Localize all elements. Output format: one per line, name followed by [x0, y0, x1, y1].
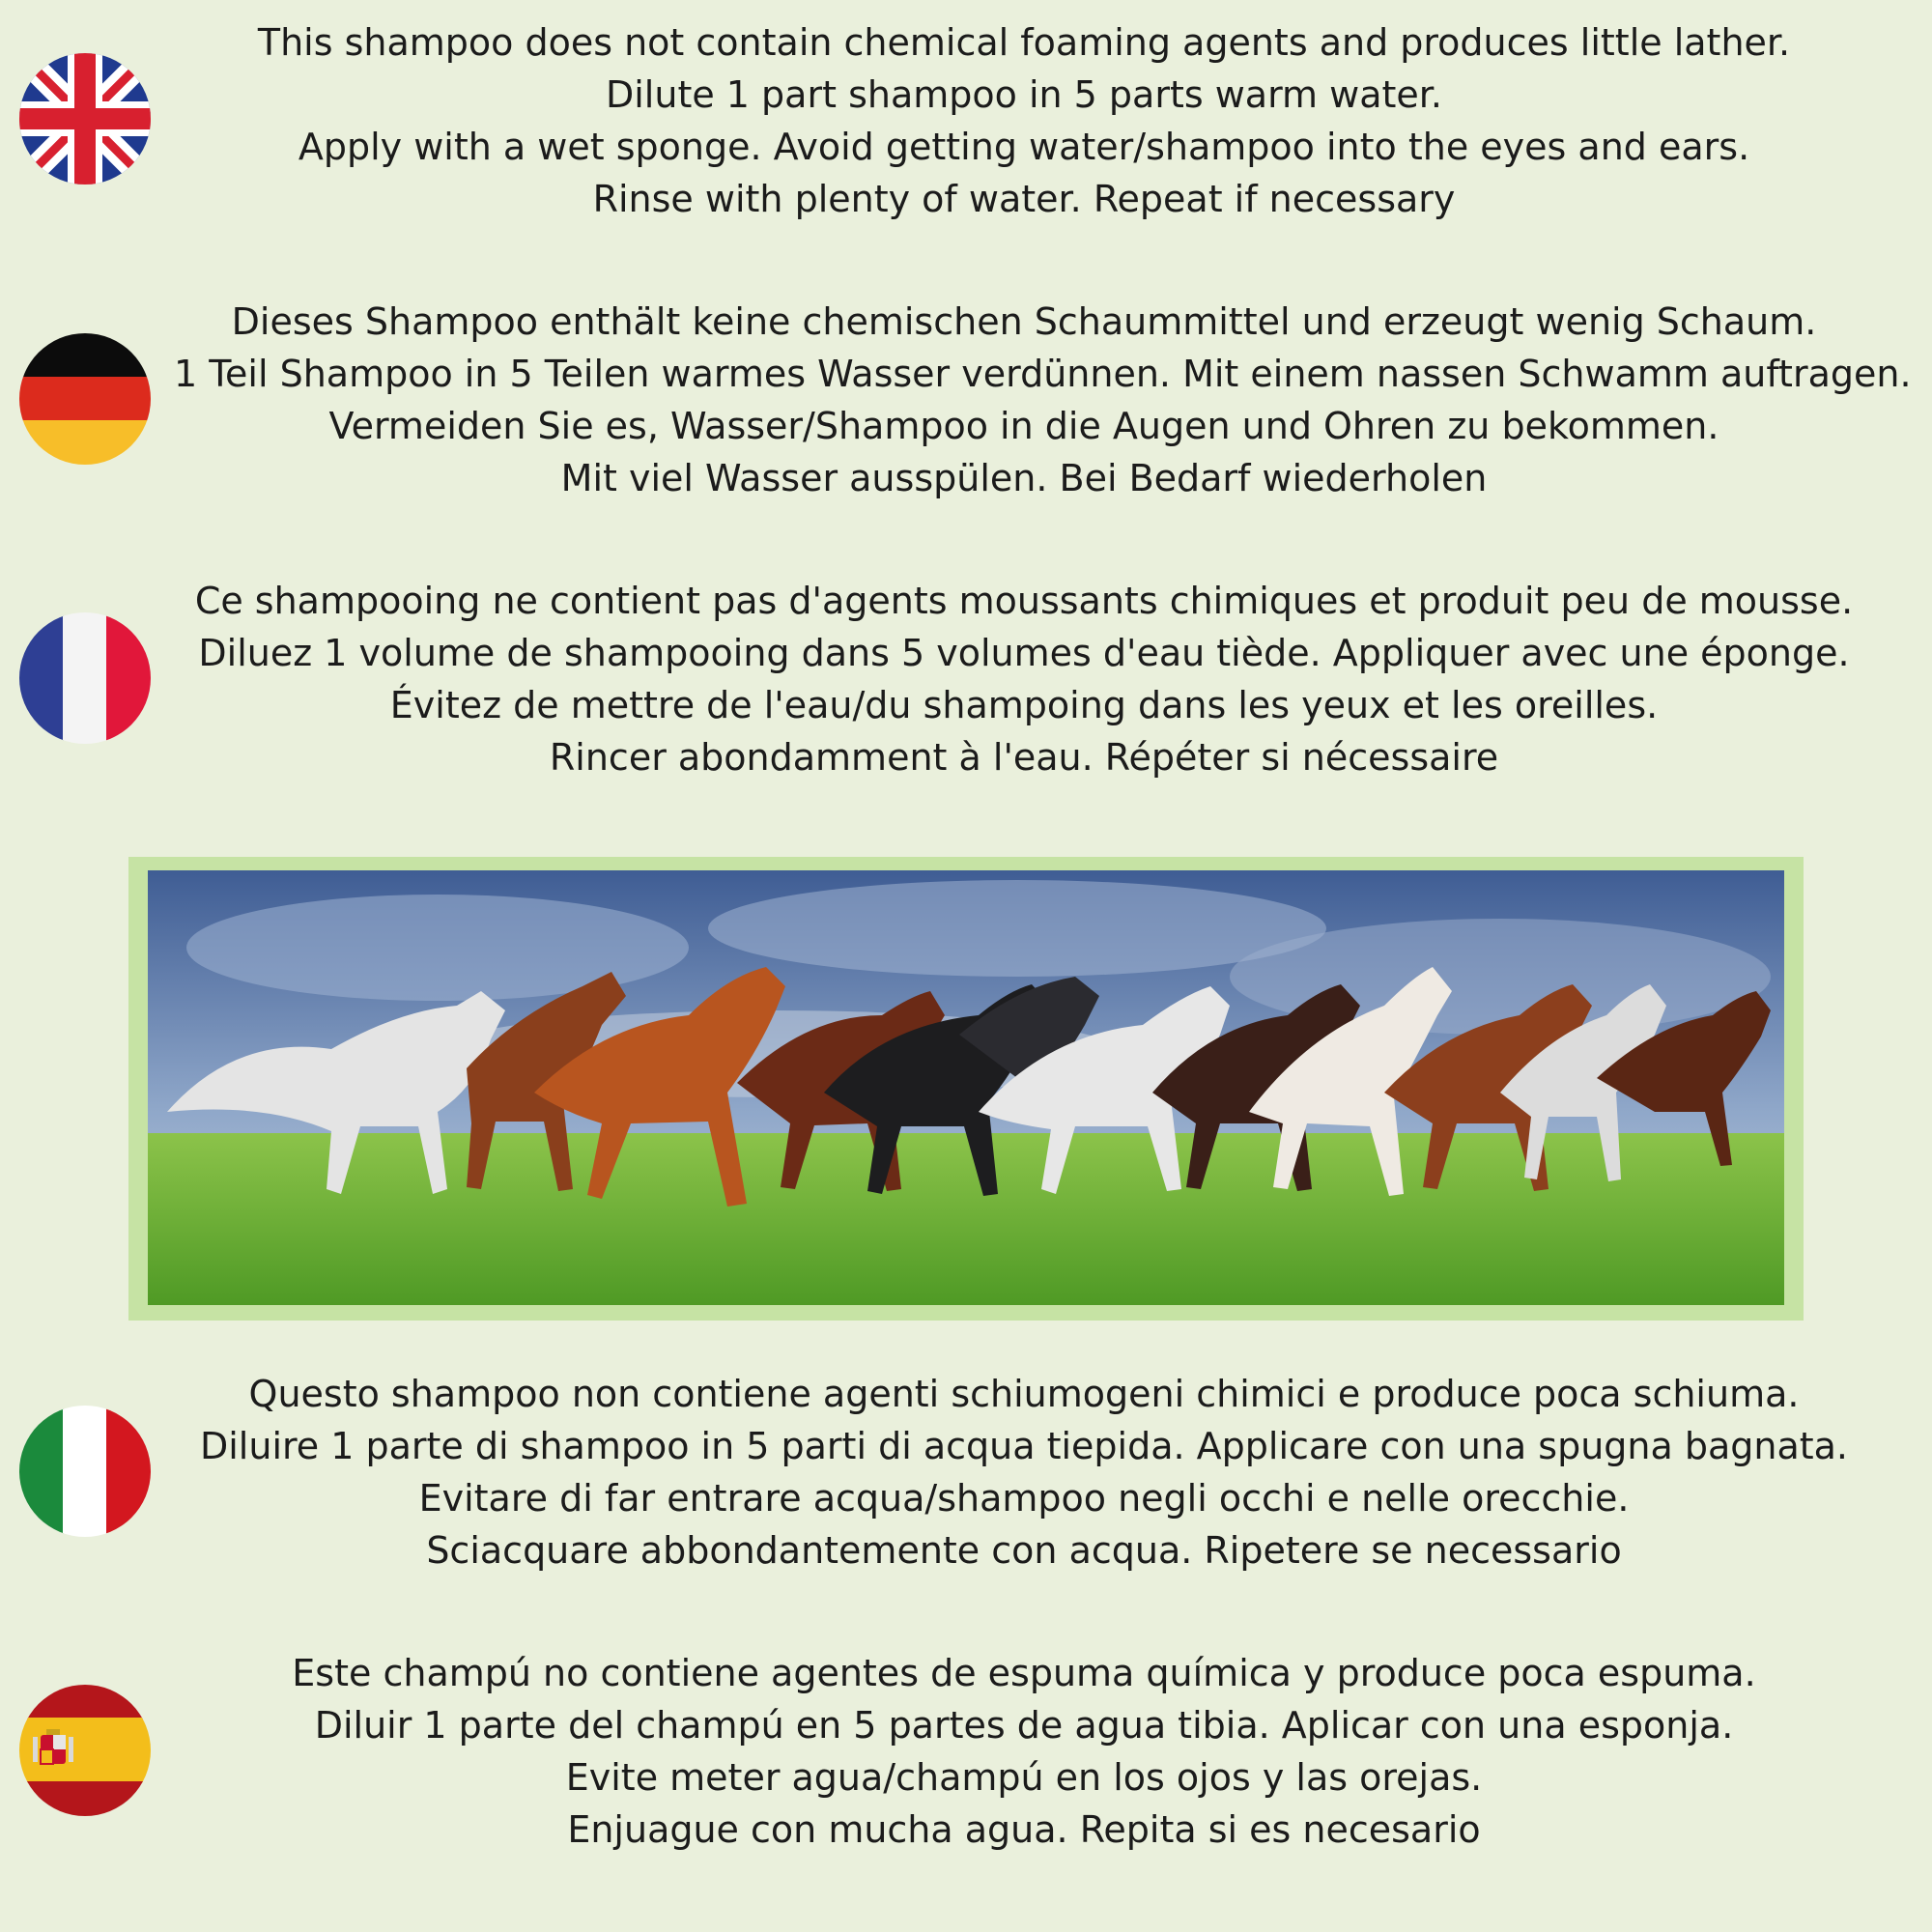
germany-flag-icon [19, 333, 151, 465]
instruction-line: Diluir 1 parte del champú en 5 partes de agua tibia. Aplicar con una esponja. [314, 1704, 1734, 1747]
instruction-line: Mit viel Wasser ausspülen. Bei Bedarf wiederholen [560, 457, 1488, 499]
photo-frame [128, 857, 1804, 1321]
uk-flag-icon [19, 53, 151, 185]
instruction-line: Sciacquare abbondantemente con acqua. Ripetere se necessario [426, 1529, 1622, 1572]
instruction-line: Dilute 1 part shampoo in 5 parts warm water. [605, 73, 1443, 116]
instruction-line: Évitez de mettre de l'eau/du shampoing dans les yeux et les oreilles. [389, 684, 1659, 726]
instruction-line: 1 Teil Shampoo in 5 Teilen warmes Wasser verdünnen. Mit einem nassen Schwamm auftragen. [174, 353, 1912, 395]
instruction-line: Este champú no contiene agentes de espuma química y produce poca espuma. [292, 1652, 1756, 1694]
instruction-line: Evitare di far entrare acqua/shampoo negli occhi e nelle orecchie. [418, 1477, 1630, 1520]
instruction-line: Rincer abondamment à l'eau. Répéter si nécessaire [549, 736, 1499, 779]
italy-flag-icon [19, 1406, 151, 1537]
horses-photo [148, 870, 1784, 1305]
instruction-line: Evite meter agua/champú en los ojos y las orejas. [565, 1756, 1483, 1799]
instruction-line: Questo shampoo non contiene agenti schiumogeni chimici e produce poca schiuma. [248, 1373, 1800, 1415]
instruction-line: Apply with a wet sponge. Avoid getting water/shampoo into the eyes and ears. [298, 126, 1750, 168]
instruction-line: Diluez 1 volume de shampooing dans 5 volumes d'eau tiède. Appliquer avec une éponge. [198, 632, 1850, 674]
instruction-line: Ce shampooing ne contient pas d'agents moussants chimiques et produit peu de mousse. [194, 580, 1854, 622]
instruction-line: Dieses Shampoo enthält keine chemischen Schaummittel und erzeugt wenig Schaum. [231, 300, 1817, 343]
instruction-line: This shampoo does not contain chemical foaming agents and produces little lather. [257, 21, 1791, 64]
instruction-line: Enjuague con mucha agua. Repita si es necesario [567, 1808, 1481, 1851]
instruction-line: Vermeiden Sie es, Wasser/Shampoo in die Augen und Ohren zu bekommen. [328, 405, 1719, 447]
france-flag-icon [19, 612, 151, 744]
spain-flag-icon [19, 1685, 151, 1816]
instruction-line: Diluire 1 parte di shampoo in 5 parti di acqua tiepida. Applicare con una spugna bagnata. [199, 1425, 1849, 1467]
instruction-line: Rinse with plenty of water. Repeat if necessary [592, 178, 1456, 220]
